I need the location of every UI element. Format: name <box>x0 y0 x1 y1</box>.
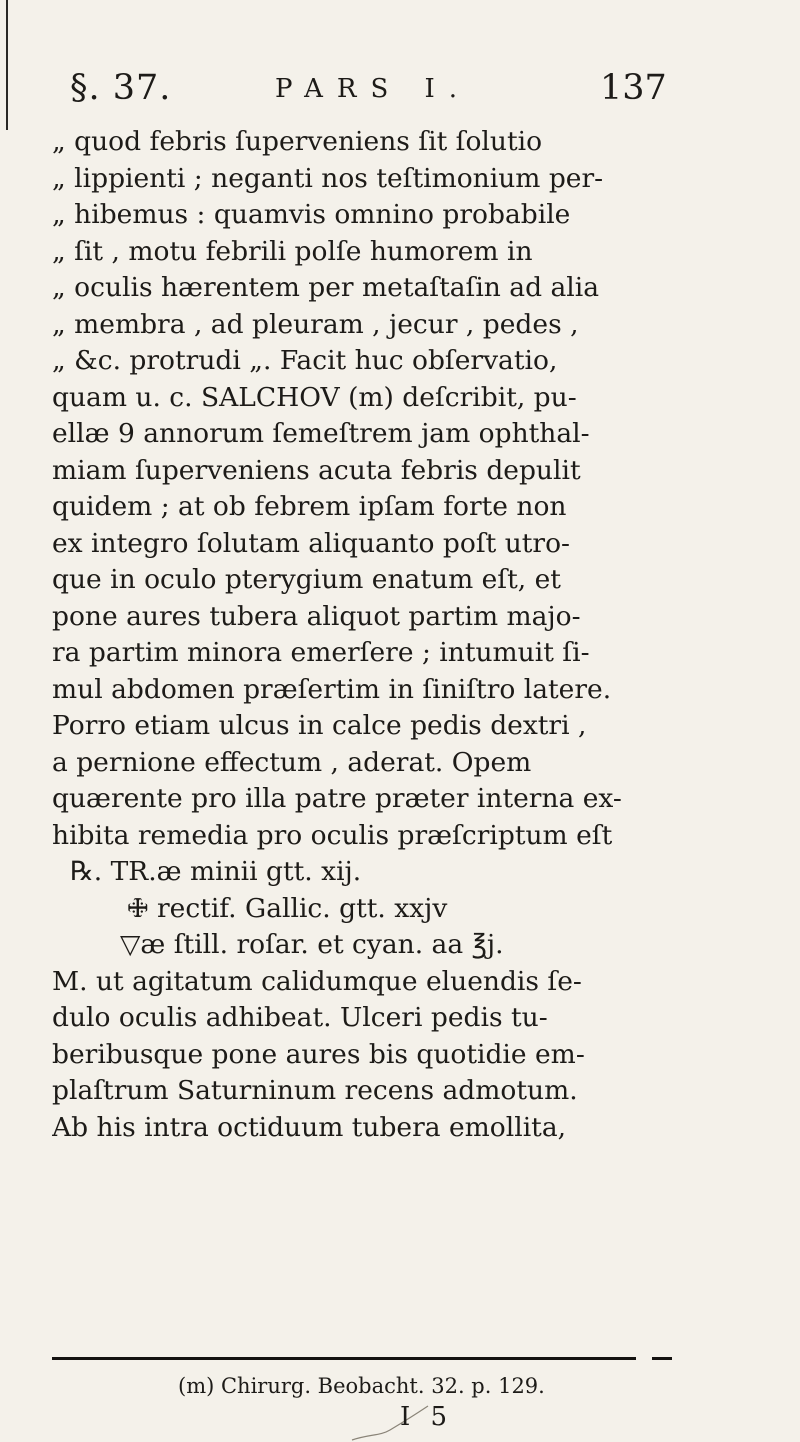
signature-mark: I 5 <box>400 1402 454 1432</box>
text-line: a pernione effectum , aderat. Opem <box>52 746 532 778</box>
text-line: ellæ 9 annorum ſemeſtrem jam ophthal- <box>52 418 590 449</box>
text-line: hibita remedia pro oculis præſcriptum eſt <box>52 819 613 851</box>
text-line: Porro etiam ulcus in calce pedis dextri , <box>52 710 587 741</box>
footnote: (m) Chirurg. Beobacht. 32. p. 129. <box>178 1374 545 1398</box>
text-line: plaſtrum Saturninum recens admotum. <box>52 1075 578 1106</box>
main-text <box>52 124 692 1146</box>
text-line: „ ſit , motu febrili polſe humorem in <box>52 235 533 267</box>
page-number: 137 <box>600 68 667 108</box>
prescription-line: ▽æ ſtill. roſar. et cyan. aa ℥j. <box>120 929 504 960</box>
text-line: „ lippienti ; neganti nos teſtimonium per- <box>52 162 604 194</box>
prescription-line: 🜋 rectif. Gallic. gtt. xxjv <box>127 892 448 924</box>
footnote-rule-end <box>652 1357 672 1360</box>
text-line: „ quod febris ſuperveniens ſit ſolutio <box>52 126 543 157</box>
text-line: que in oculo pterygium enatum eſt, et <box>52 564 561 595</box>
footnote-rule <box>52 1357 636 1360</box>
text-line: „ &c. protrudi „. Facit huc obſervatio, <box>52 345 558 376</box>
text-line: M. ut agitatum calidumque eluendis ſe- <box>52 965 582 997</box>
text-line: „ hibemus : quamvis omnino probabile <box>52 199 571 230</box>
text-line: Ab his intra octiduum tubera emollita, <box>52 1111 567 1143</box>
text-line: miam ſuperveniens acuta febris depulit <box>52 454 581 486</box>
text-line: quam u. c. SALCHOV (m) deſcribit, pu- <box>52 381 577 413</box>
text-line: quidem ; at ob febrem ipſam forte non <box>52 491 567 522</box>
prescription-line: ℞. TR.æ minii gtt. xij. <box>70 856 362 887</box>
text-line: „ membra , ad pleuram , jecur , pedes , <box>52 308 579 340</box>
text-line: pone aures tubera aliquot partim majo- <box>52 600 581 632</box>
text-line: mul abdomen præſertim in ſiniſtro latere. <box>52 673 612 705</box>
running-title: PARS I. <box>275 74 472 104</box>
text-line: ra partim minora emerſere ; intumuit ſi- <box>52 637 590 668</box>
text-line: ex integro ſolutam aliquanto poſt utro- <box>52 527 571 559</box>
text-line: quærente pro illa patre præter interna ex- <box>52 783 622 814</box>
text-line: dulo oculis adhibeat. Ulceri pedis tu- <box>52 1002 548 1033</box>
section-number: §. 37. <box>70 68 172 108</box>
text-line: beribusque pone aures bis quotidie em- <box>52 1038 585 1070</box>
text-line: „ oculis hærentem per metaſtaſin ad alia <box>52 272 600 303</box>
running-header <box>0 68 800 116</box>
